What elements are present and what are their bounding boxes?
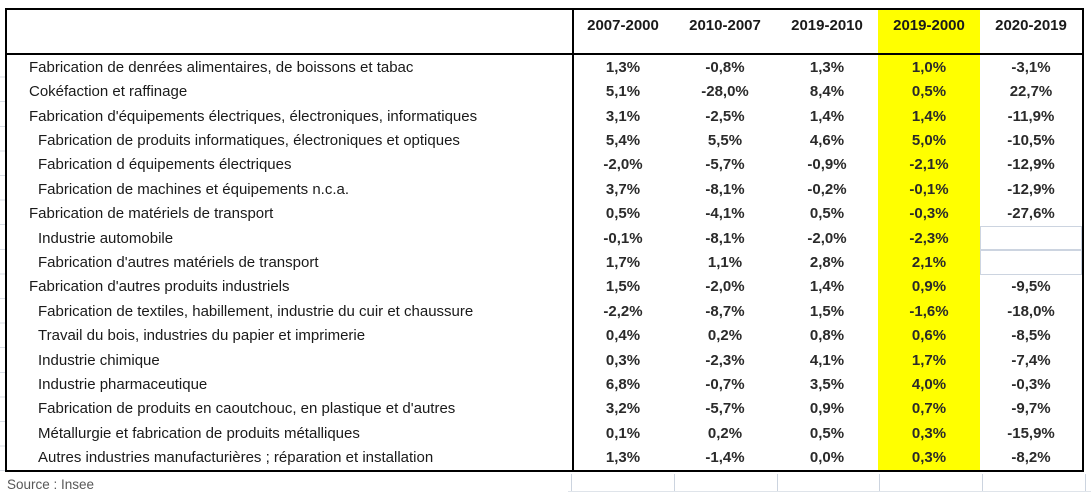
value-cell: -1,6% [878, 299, 980, 323]
value-cell: 4,1% [809, 351, 845, 369]
value-cell: 1,3% [605, 449, 641, 467]
value-cell: 0,8% [809, 327, 845, 345]
corner-cell [7, 10, 572, 53]
row-label: Industrie chimique [38, 351, 160, 369]
value-cell [980, 226, 1082, 250]
value-cell: 0,4% [605, 327, 641, 345]
value-cell: -9,7% [1011, 400, 1051, 418]
value-cell: 0,9% [809, 400, 845, 418]
value-cell: -2,0% [807, 229, 847, 247]
gridline-stub [777, 474, 778, 491]
value-cell: -11,9% [1007, 107, 1055, 125]
value-cell: -2,0% [603, 156, 643, 174]
value-cell: 1,3% [809, 58, 845, 76]
table-row [7, 104, 1082, 128]
column-header: 2010-2007 [689, 17, 761, 34]
value-cell: 0,9% [878, 275, 980, 299]
value-cell: -9,5% [1011, 278, 1051, 296]
value-cell: -5,7% [705, 400, 745, 418]
value-cell: 0,3% [878, 446, 980, 470]
value-cell: 3,1% [605, 107, 641, 125]
value-cell: -27,6% [1007, 205, 1055, 223]
table-row [7, 348, 1082, 372]
row-label: Métallurgie et fabrication de produits métalliques [38, 424, 360, 442]
column-header: 2019-2000 [878, 10, 980, 53]
table-row [7, 177, 1082, 201]
row-label: Fabrication de produits en caoutchouc, en plastique et d'autres [38, 400, 456, 418]
value-cell: 5,4% [605, 131, 641, 149]
table-row [7, 153, 1082, 177]
value-cell: 0,1% [605, 424, 641, 442]
row-label: Fabrication de textiles, habillement, industrie du cuir et chaussure [38, 302, 474, 320]
value-cell: -5,7% [705, 156, 745, 174]
value-cell: 4,6% [809, 131, 845, 149]
value-cell: -2,5% [705, 107, 745, 125]
industry-growth-table [5, 8, 1084, 472]
value-cell: -15,9% [1007, 424, 1055, 442]
value-cell: -1,4% [705, 449, 745, 467]
value-cell: -8,1% [705, 229, 745, 247]
value-cell: -0,7% [705, 375, 745, 393]
value-cell: 2,1% [878, 250, 980, 274]
value-cell: -0,1% [878, 177, 980, 201]
value-cell: 3,7% [605, 180, 641, 198]
value-cell: 1,1% [707, 253, 743, 271]
value-cell: 0,2% [707, 424, 743, 442]
value-cell: -0,9% [807, 156, 847, 174]
table-row [7, 446, 1082, 470]
row-label: Autres industries manufacturières ; réparation et installation [38, 449, 434, 467]
row-label: Fabrication d'équipements électriques, électroniques, informatiques [29, 107, 478, 125]
row-label: Travail du bois, industries du papier et imprimerie [38, 327, 366, 345]
value-cell: -8,1% [705, 180, 745, 198]
value-cell: -0,1% [603, 229, 643, 247]
value-cell: -0,3% [878, 201, 980, 225]
gridline-stub [1085, 474, 1086, 491]
value-cell: 8,4% [809, 83, 845, 101]
value-cell: 22,7% [1009, 83, 1053, 101]
value-cell: -0,8% [705, 58, 745, 76]
value-cell: 5,1% [605, 83, 641, 101]
row-label: Fabrication de machines et équipements n.c.a. [38, 180, 350, 198]
column-header: 2019-2010 [791, 17, 863, 34]
table-row [7, 226, 1082, 250]
column-header: 2020-2019 [995, 17, 1067, 34]
row-label: Industrie pharmaceutique [38, 375, 208, 393]
value-cell: 0,5% [809, 424, 845, 442]
value-cell: -2,3% [705, 351, 745, 369]
row-label: Fabrication d'autres produits industriels [29, 278, 290, 296]
value-cell: 0,0% [809, 449, 845, 467]
gridline-stub [571, 474, 572, 491]
value-cell: -7,4% [1011, 351, 1051, 369]
table-row [7, 55, 1082, 79]
row-label: Cokéfaction et raffinage [29, 83, 188, 101]
value-cell: -4,1% [705, 205, 745, 223]
value-cell: 1,4% [809, 278, 845, 296]
row-label: Fabrication de matériels de transport [29, 205, 274, 223]
gridline-stub [674, 474, 675, 491]
row-label: Fabrication de produits informatiques, électroniques et optiques [38, 131, 460, 149]
value-cell: -2,3% [878, 226, 980, 250]
value-cell: 1,5% [809, 302, 845, 320]
table-row [7, 250, 1082, 274]
source-note: Source : Insee [7, 477, 95, 492]
table-header-row [7, 10, 1082, 55]
value-cell: 4,0% [878, 372, 980, 396]
value-cell: -3,1% [1011, 58, 1051, 76]
gridline-stub [982, 474, 983, 491]
value-cell: -10,5% [1007, 131, 1055, 149]
value-cell: 1,7% [605, 253, 641, 271]
value-cell: 1,5% [605, 278, 641, 296]
table-row [7, 201, 1082, 225]
row-label: Fabrication d équipements électriques [38, 156, 292, 174]
value-cell: -2,0% [705, 278, 745, 296]
table-row [7, 372, 1082, 396]
value-cell: 0,5% [809, 205, 845, 223]
gridline-stub [879, 474, 880, 491]
value-cell [980, 250, 1082, 274]
value-cell: -12,9% [1007, 180, 1055, 198]
row-label: Industrie automobile [38, 229, 174, 247]
table-row [7, 79, 1082, 103]
value-cell: 0,2% [707, 327, 743, 345]
table-body [7, 55, 1082, 470]
value-cell: -2,1% [878, 153, 980, 177]
value-cell: -12,9% [1007, 156, 1055, 174]
label-data-separator-line [572, 10, 574, 470]
value-cell: 0,3% [878, 421, 980, 445]
table-row [7, 299, 1082, 323]
row-label: Fabrication de denrées alimentaires, de boissons et tabac [29, 58, 414, 76]
value-cell: -8,5% [1011, 327, 1051, 345]
value-cell: 5,0% [878, 128, 980, 152]
value-cell: 1,4% [809, 107, 845, 125]
value-cell: -8,2% [1011, 449, 1051, 467]
value-cell: 0,3% [605, 351, 641, 369]
value-cell: -8,7% [705, 302, 745, 320]
value-cell: 1,4% [878, 104, 980, 128]
value-cell: 2,8% [809, 253, 845, 271]
value-cell: -0,3% [1011, 375, 1051, 393]
table-row [7, 128, 1082, 152]
value-cell: -0,2% [807, 180, 847, 198]
value-cell: 6,8% [605, 375, 641, 393]
value-cell: 5,5% [707, 131, 743, 149]
value-cell: -18,0% [1007, 302, 1055, 320]
value-cell: 3,2% [605, 400, 641, 418]
table-row [7, 323, 1082, 347]
row-label: Fabrication d'autres matériels de transport [38, 253, 319, 271]
gridline-stub-horizontal [568, 491, 1091, 492]
value-cell: 0,6% [878, 323, 980, 347]
value-cell: 1,0% [878, 55, 980, 79]
value-cell: 1,7% [878, 348, 980, 372]
table-row [7, 397, 1082, 421]
table-row [7, 275, 1082, 299]
value-cell: -2,2% [603, 302, 643, 320]
value-cell: 0,5% [605, 205, 641, 223]
value-cell: 1,3% [605, 58, 641, 76]
column-header: 2007-2000 [587, 17, 659, 34]
value-cell: 0,7% [878, 397, 980, 421]
value-cell: -28,0% [701, 83, 749, 101]
value-cell: 3,5% [809, 375, 845, 393]
value-cell: 0,5% [878, 79, 980, 103]
table-row [7, 421, 1082, 445]
